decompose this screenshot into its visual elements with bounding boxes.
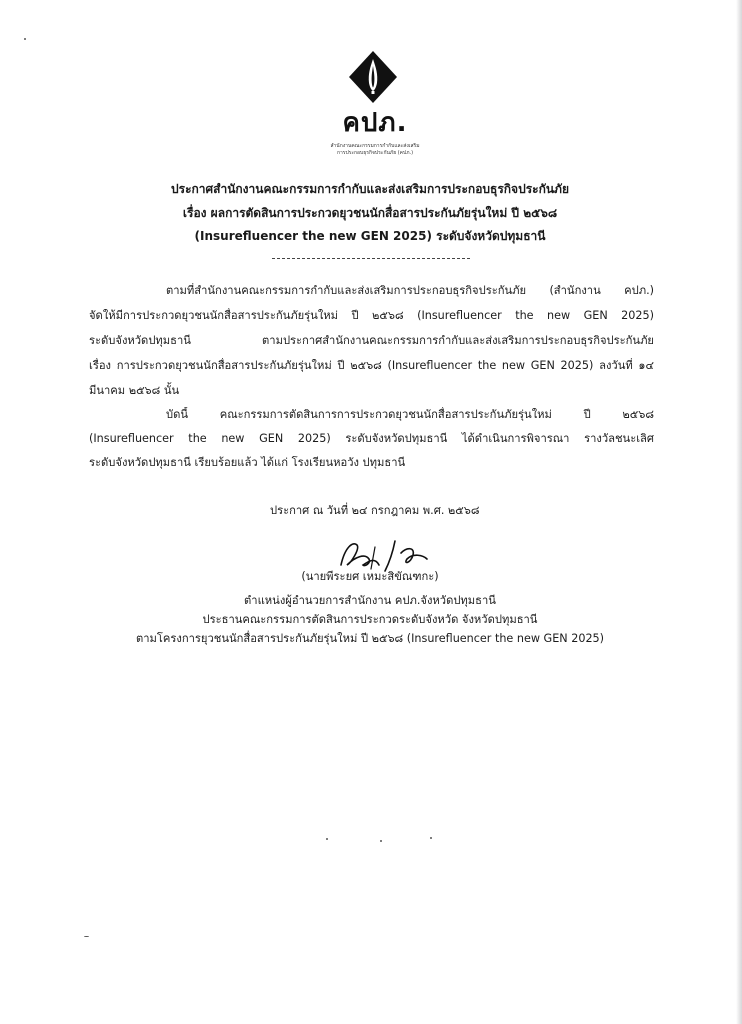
signer-position: ประธานคณะกรรมการตัดสินการประกวดระดับจังหวัด จังหวัดปทุมธานี bbox=[202, 613, 538, 626]
paragraph-1-line: ตามที่สำนักงานคณะกรรมการกำกับและส่งเสริมการประกอบธุรกิจประกันภัย (สำนักงาน คปภ.) bbox=[166, 284, 654, 297]
announcement-title-line-3: (Insurefluencer the new GEN 2025) ระดับจังหวัดปทุมธานี bbox=[194, 229, 546, 243]
page-edge-shadow bbox=[736, 0, 742, 1024]
announcement-date: ประกาศ ณ วันที่ ๒๔ กรกฎาคม พ.ศ. ๒๕๖๘ bbox=[270, 504, 480, 517]
scan-speck bbox=[326, 838, 328, 840]
signer-position: ตำแหน่งผู้อำนวยการสำนักงาน คปภ.จังหวัดปทุมธานี bbox=[244, 594, 496, 607]
paragraph-1-line: เรื่อง การประกวดยุวชนนักสื่อสารประกันภัยรุ่นใหม่ ปี ๒๕๖๘ (Insurefluencer the new GEN 2025) ลงวันที่ ๑๔ bbox=[89, 359, 654, 372]
scan-speck bbox=[380, 840, 382, 842]
signer-position: ตามโครงการยุวชนนักสื่อสารประกันภัยรุ่นใหม่ ปี ๒๕๖๘ (Insurefluencer the new GEN 2025) bbox=[135, 632, 605, 645]
paragraph-2-line: บัดนี้ คณะกรรมการตัดสินการการประกวดยุวชนนักสื่อสารประกันภัยรุ่นใหม่ ปี ๒๕๖๘ bbox=[166, 408, 654, 421]
announcement-title-line-2: เรื่อง ผลการตัดสินการประกวดยุวชนนักสื่อสารประกันภัยรุ่นใหม่ ปี ๒๕๖๘ bbox=[182, 206, 558, 220]
paragraph-2-line: ระดับจังหวัดปทุมธานี เรียบร้อยแล้ว ได้แก่ โรงเรียนหอวัง ปทุมธานี bbox=[89, 456, 406, 469]
oic-logo-icon bbox=[348, 50, 398, 104]
oic-logo-subtitle-line: สำนักงานคณะกรรมการกำกับและส่งเสริม bbox=[330, 143, 420, 149]
oic-logo-text: คปภ. bbox=[342, 108, 408, 138]
signer-name: (นายพีระยศ เหมะสิขัณฑกะ) bbox=[301, 570, 439, 583]
scan-speck bbox=[430, 837, 432, 839]
title-divider bbox=[272, 258, 470, 259]
paragraph-1-line: จัดให้มีการประกวดยุวชนนักสื่อสารประกันภัยรุ่นใหม่ ปี ๒๕๖๘ (Insurefluencer the new GEN 2025) bbox=[89, 309, 654, 322]
paragraph-1-line: ระดับจังหวัดปทุมธานี ตามประกาศสำนักงานคณะกรรมการกำกับและส่งเสริมการประกอบธุรกิจประกันภัย bbox=[89, 334, 654, 347]
scan-speck bbox=[24, 38, 26, 40]
oic-logo-subtitle bbox=[300, 143, 450, 157]
announcement-title-line-1: ประกาศสำนักงานคณะกรรมการกำกับและส่งเสริมการประกอบธุรกิจประกันภัย bbox=[171, 182, 569, 196]
scan-speck bbox=[84, 936, 89, 937]
oic-logo-subtitle-line: การประกอบธุรกิจประกันภัย (คปภ.) bbox=[336, 150, 414, 156]
paragraph-1-line: มีนาคม ๒๕๖๘ นั้น bbox=[89, 384, 180, 397]
paragraph-2-line: (Insurefluencer the new GEN 2025) ระดับจังหวัดปทุมธานี ได้ดำเนินการพิจารณา รางวัลชนะเลิศ bbox=[89, 432, 654, 445]
